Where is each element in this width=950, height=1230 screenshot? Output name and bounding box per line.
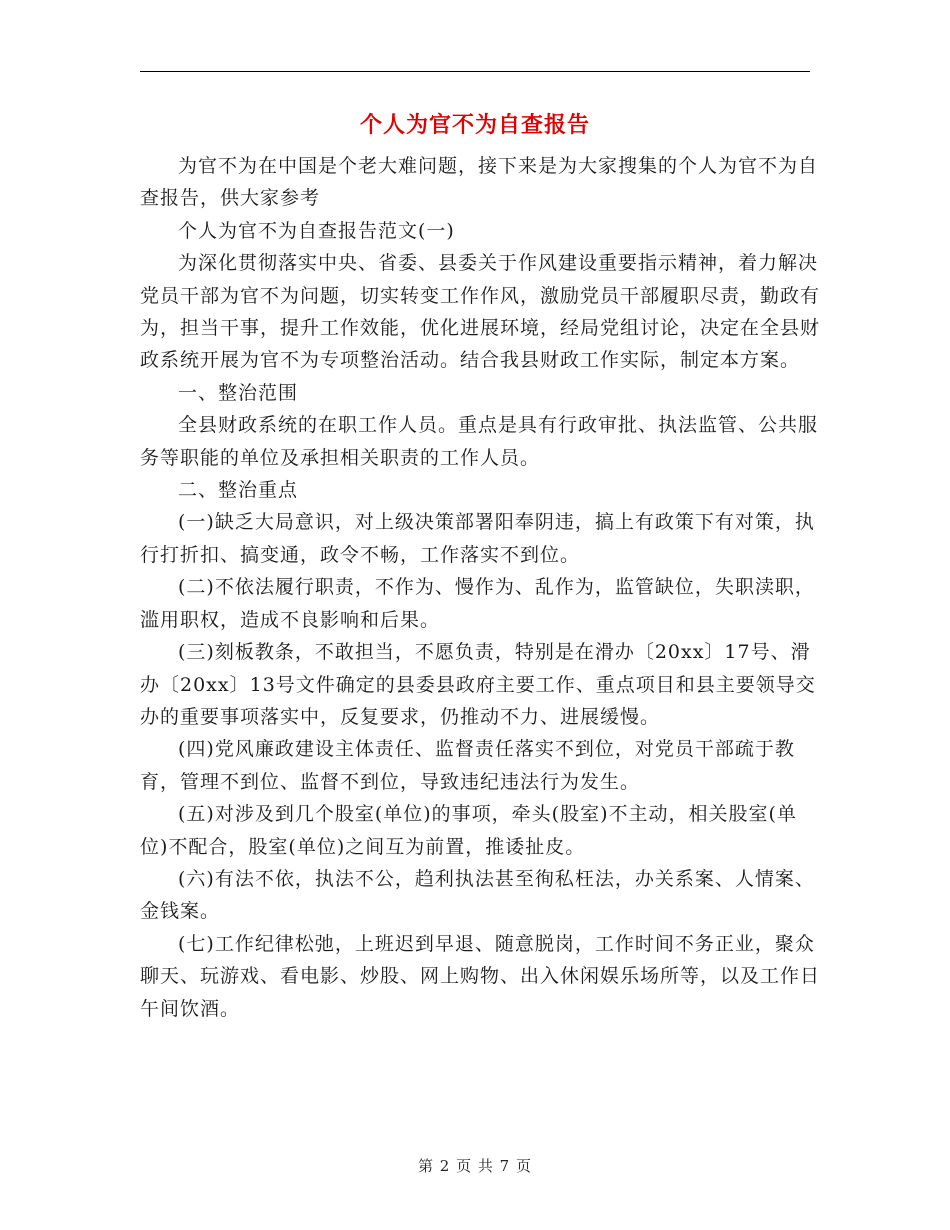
list-item: (一)缺乏大局意识，对上级决策部署阳奉阴违，搞上有政策下有对策，执行打折扣、搞变通，政令不畅，工作落实不到位。 [140,511,815,566]
paragraph: 全县财政系统的在职工作人员。重点是具有行政审批、执法监管、公共服务等职能的单位及承担相关职责的工作人员。 [140,414,819,469]
list-item: (六)有法不依，执法不公，趋利执法甚至徇私枉法，办关系案、人情案、金钱案。 [140,867,815,923]
list-item: (三)刻板教条，不敢担当，不愿负责，特别是在滑办〔20xx〕17号、滑办〔20xx〕13号文件确定的县委县政府主要工作、重点项目和县主要领导交办的重要事项落实中，反复要求，仍推动不力、进展缓慢。 [140,641,816,728]
list-item: (二)不依法履行职责，不作为、慢作为、乱作为，监管缺位，失职渎职，滥用职权，造成不良影响和后果。 [140,576,815,631]
list-item: (四)党风廉政建设主体责任、监督责任落实不到位，对党员干部疏于教育，管理不到位、监督不到位，导致违纪违法行为发生。 [140,738,795,793]
document-title: 个人为官不为自查报告 [359,112,590,138]
paragraph: 为深化贯彻落实中央、省委、县委关于作风建设重要指示精神，着力解决党员干部为官不为问题，切实转变工作作风，激励党员干部履职尽责，勤政有为，担当干事，提升工作效能，优化进展环境，经局党组讨论，决定在全县财政系统开展为官不为专项整治活动。结合我县财政工作实际，制定本方案。 [140,252,821,372]
page-number: 第 2 页 共 7 页 [418,1157,532,1175]
section-heading: 一、整治范围 [178,381,299,404]
section-heading: 二、整治重点 [178,479,299,502]
paragraph: 个人为官不为自查报告范文(一) [178,219,455,242]
list-item: (七)工作纪律松弛，上班迟到早退、随意脱岗，工作时间不务正业，聚众聊天、玩游戏、看电影、炒股、网上购物、出入休闲娱乐场所等，以及工作日午间饮酒。 [140,932,821,1020]
document-body [140,150,820,1025]
header-rule [140,71,810,72]
paragraph: 为官不为在中国是个老大难问题，接下来是为大家搜集的个人为官不为自查报告，供大家参考 [140,155,819,210]
list-item: (五)对涉及到几个股室(单位)的事项，牵头(股室)不主动，相关股室(单位)不配合，股室(单位)之间互为前置，推诿扯皮。 [140,803,797,858]
